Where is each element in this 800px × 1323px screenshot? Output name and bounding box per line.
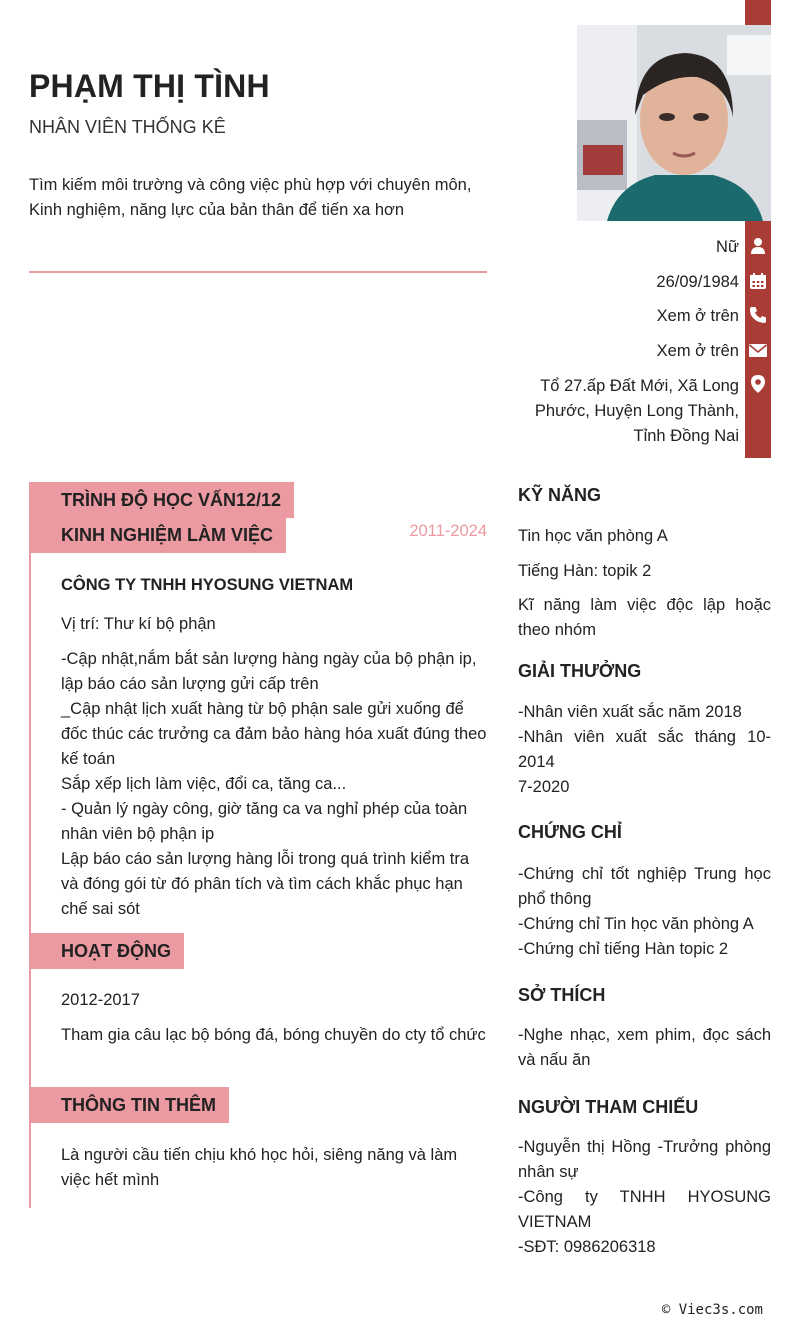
references-list <box>518 1135 771 1260</box>
hobbies-text: -Nghe nhạc, xem phim, đọc sách và nấu ăn <box>518 1026 771 1069</box>
person-icon <box>748 236 768 256</box>
certificate-item: -Chứng chỉ tốt nghiệp Trung học phổ thông <box>518 865 771 908</box>
activities-period: 2012-2017 <box>61 991 140 1009</box>
reference-item: -SĐT: 0986206318 <box>518 1238 656 1256</box>
birthdate-value: 26/09/1984 <box>656 273 739 291</box>
certificate-item: -Chứng chỉ Tin học văn phòng A <box>518 915 754 933</box>
award-item: -Nhân viên xuất sắc năm 2018 <box>518 703 742 721</box>
profile-photo-illustration <box>577 25 771 221</box>
company-name: CÔNG TY TNHH HYOSUNG VIETNAM <box>61 576 354 594</box>
additional-info-heading: THÔNG TIN THÊM <box>29 1087 229 1123</box>
activities-heading: HOẠT ĐỘNG <box>29 933 184 969</box>
skills-heading: KỸ NĂNG <box>518 485 602 505</box>
accent-strip-top <box>745 0 771 25</box>
education-heading: TRÌNH ĐỘ HỌC VẤN12/12 <box>29 482 294 518</box>
email-value: Xem ở trên <box>656 342 739 360</box>
footer-copyright: © Viec3s.com <box>661 1302 763 1318</box>
awards-heading: GIẢI THƯỞNG <box>518 661 642 681</box>
additional-info-text: Là người cầu tiến chịu khó học hỏi, siêng năng và làm việc hết mình <box>61 1146 458 1189</box>
location-pin-icon <box>748 374 768 394</box>
job-title: NHÂN VIÊN THỐNG KÊ <box>29 117 226 137</box>
phone-icon <box>748 305 768 325</box>
skill-item: Kĩ năng làm việc độc lập hoặc theo nhóm <box>518 596 771 639</box>
phone-value: Xem ở trên <box>656 307 739 325</box>
profile-photo <box>577 25 771 221</box>
candidate-name: PHẠM THỊ TÌNH <box>29 68 270 104</box>
reference-item: -Công ty TNHH HYOSUNG VIETNAM <box>518 1188 771 1231</box>
references-heading: NGƯỜI THAM CHIẾU <box>518 1097 699 1117</box>
address-value: Tổ 27.ấp Đất Mới, Xã Long Phước, Huyện Long Thành, Tỉnh Đồng Nai <box>534 377 739 445</box>
gender-value: Nữ <box>716 238 739 256</box>
hobbies-heading: SỞ THÍCH <box>518 985 606 1005</box>
job-position: Vị trí: Thư kí bộ phận <box>61 615 216 633</box>
awards-list <box>518 700 771 800</box>
certificate-item: -Chứng chỉ tiếng Hàn topic 2 <box>518 940 729 958</box>
certificates-heading: CHỨNG CHỈ <box>518 822 622 842</box>
activities-description: Tham gia câu lạc bộ bóng đá, bóng chuyền do cty tổ chức <box>61 1026 486 1044</box>
mail-icon <box>748 340 768 360</box>
experience-date-range: 2011-2024 <box>409 522 487 540</box>
award-item: 7-2020 <box>518 778 570 796</box>
skill-item: Tin học văn phòng A <box>518 527 668 545</box>
career-objective: Tìm kiếm môi trường và công việc phù hợp với chuyên môn, Kinh nghiệm, năng lực của bản thân để tiến xa hơn <box>29 176 472 219</box>
reference-item: -Nguyễn thị Hồng -Trưởng phòng nhân sự <box>518 1138 771 1181</box>
job-details: -Cập nhật,nắm bắt sản lượng hàng ngày của bộ phận ip, lập báo cáo sản lượng gửi cấp trên _Cập nhật lịch xuất hàng từ bộ phận sale gửi xuống để đốc thúc các trưởng ca đảm bảo hàng hóa xuất đúng theo kế toán Sắp xếp lịch làm việc, đổi ca, tăng ca... - Quản lý ngày công, giờ tăng ca va nghỉ phép của toàn nhân viên bộ phận ip Lập báo cáo sản lượng hàng lỗi trong quá trình kiểm tra và đóng gói từ đó phân tích và tìm cách khắc phục hạn chế sai sót <box>61 650 487 918</box>
header-divider <box>29 271 487 273</box>
experience-heading: KINH NGHIỆM LÀM VIỆC <box>29 517 286 553</box>
certificates-list <box>518 862 771 962</box>
award-item: -Nhân viên xuất sắc tháng 10-2014 <box>518 728 771 771</box>
skill-item: Tiếng Hàn: topik 2 <box>518 562 652 580</box>
calendar-icon <box>748 271 768 291</box>
